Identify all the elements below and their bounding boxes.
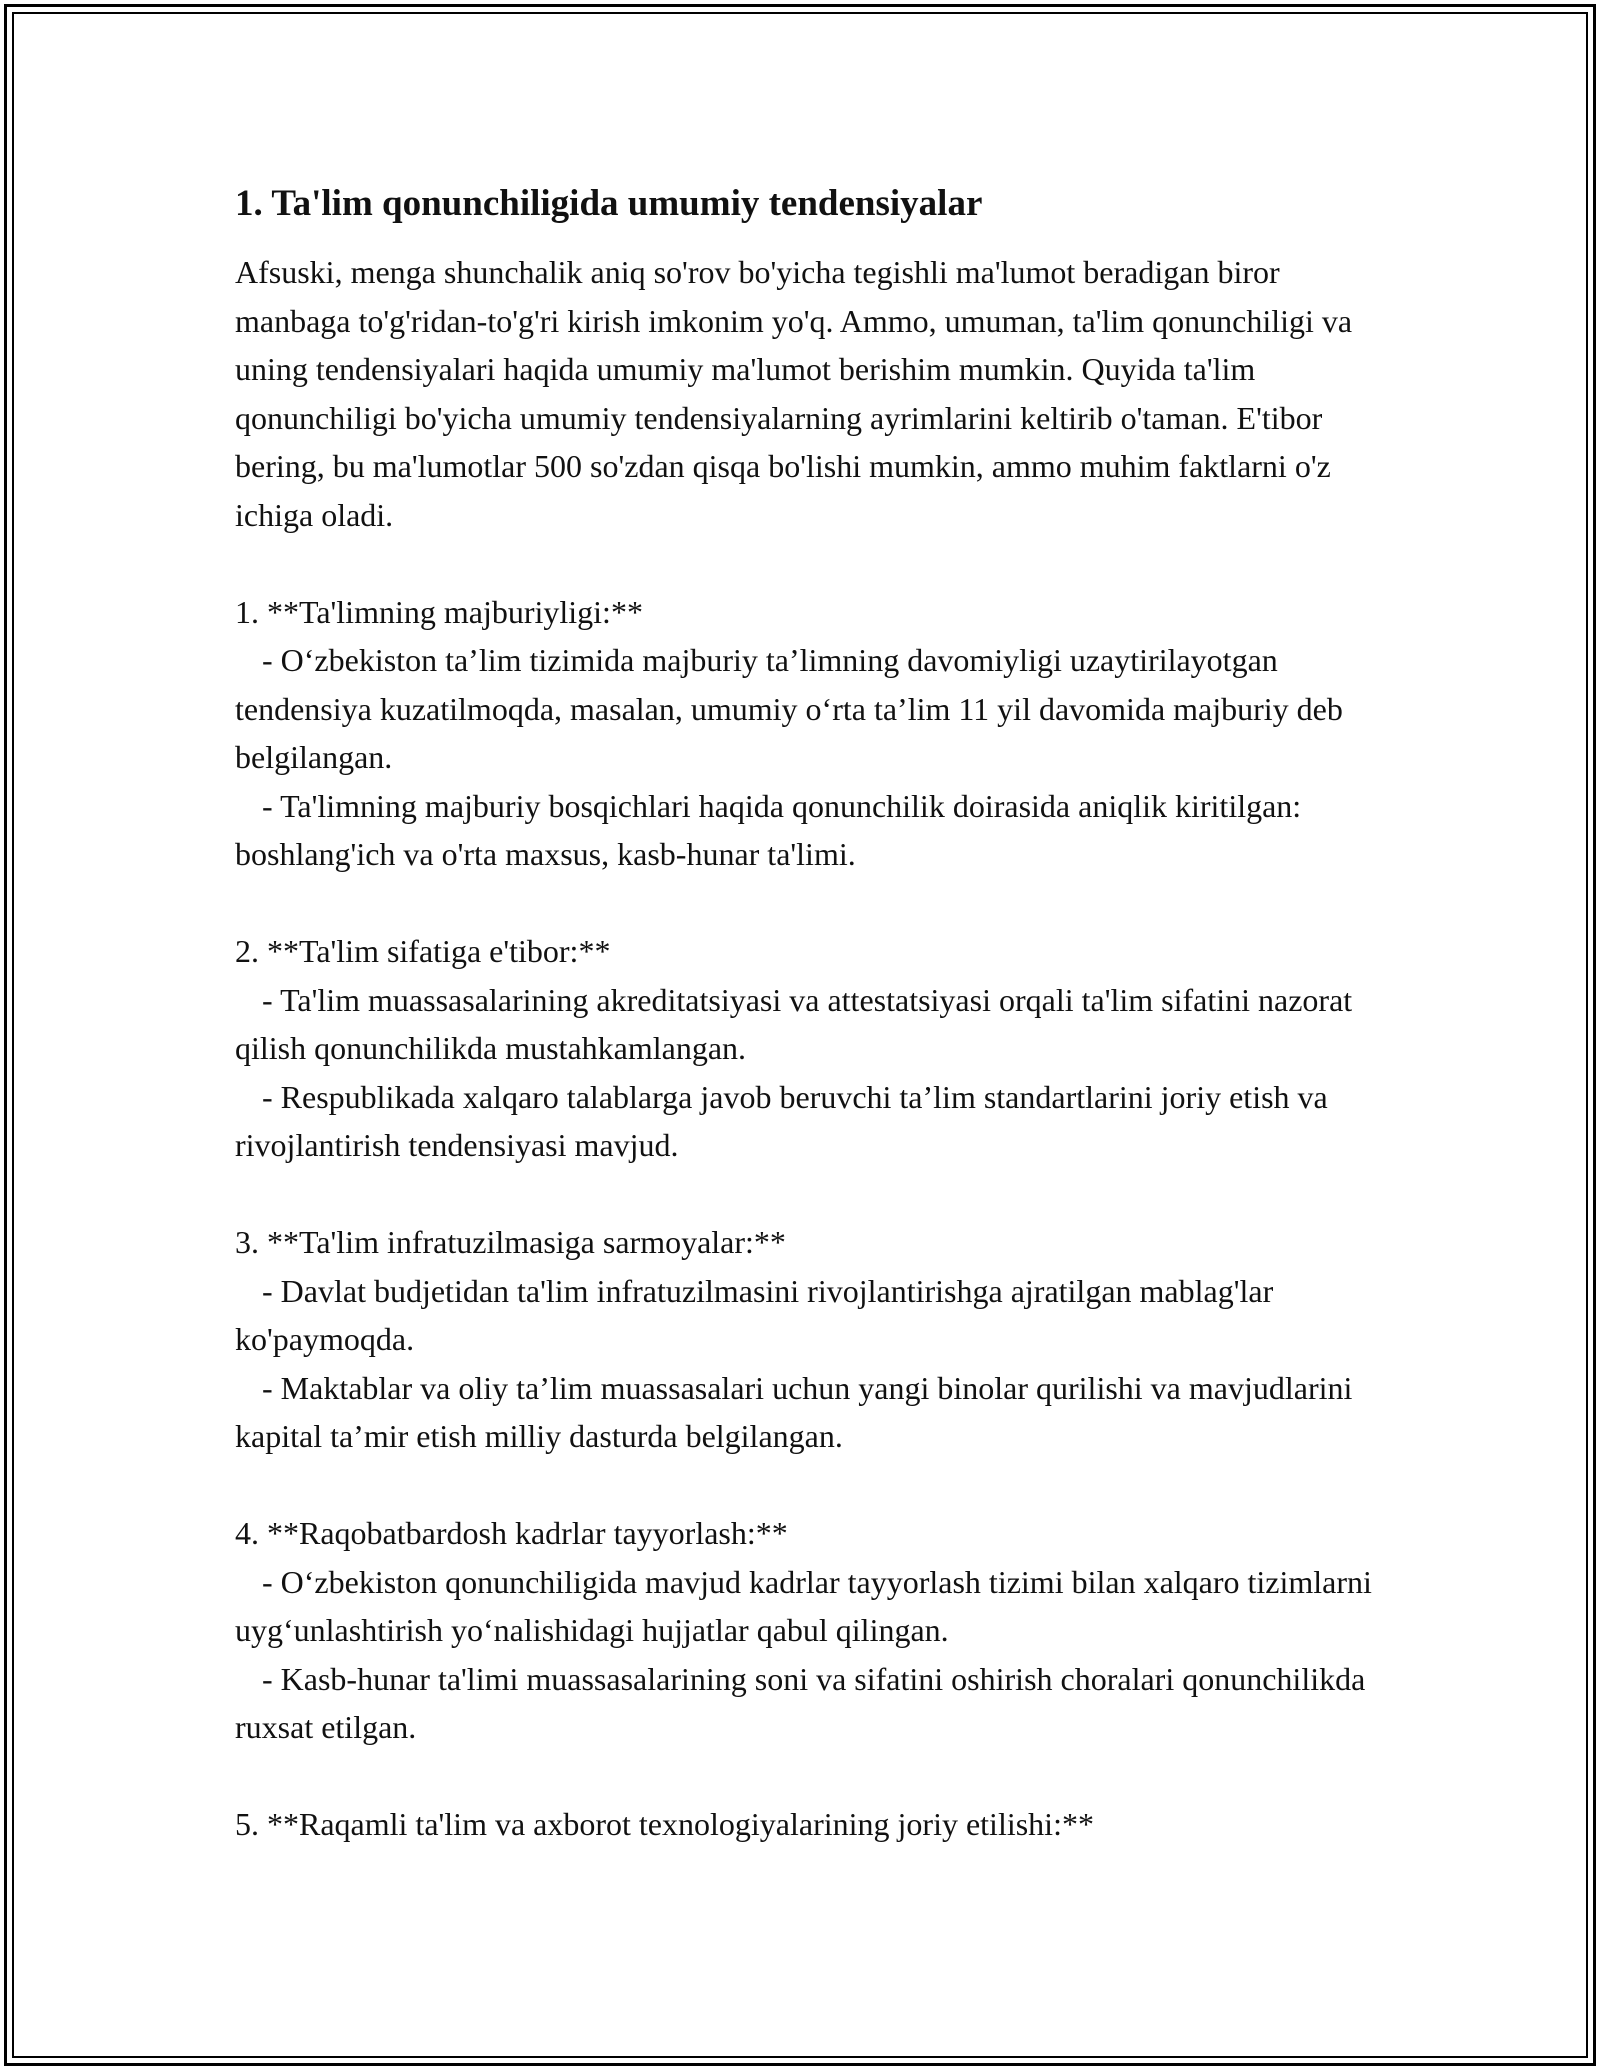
bullet-item (235, 636, 1375, 782)
section-competitive-personnel (235, 1509, 1375, 1752)
section-heading: 4. **Raqobatbardosh kadrlar tayyorlash:** (235, 1515, 788, 1552)
bullet-item (235, 1655, 1375, 1752)
document-title: 1. Ta'lim qonunchiligida umumiy tendensiyalar (235, 183, 983, 224)
bullet-item (235, 1364, 1375, 1461)
bullet-text: - Davlat budjetidan ta'lim infratuzilmasini rivojlantirishga ajratilgan mablag'lar ko'paymoqda. (235, 1272, 1274, 1358)
document-body (235, 182, 1375, 1849)
bullet-item (235, 976, 1375, 1073)
bullet-item (235, 1267, 1375, 1364)
section-heading: 5. **Raqamli ta'lim va axborot texnologiyalarining joriy etilishi:** (235, 1806, 1094, 1843)
bullet-text: - Kasb-hunar ta'limi muassasalarining soni va sifatini oshirish choralari qonunchilikda ruxsat etilgan. (235, 1660, 1366, 1746)
section-digital-education (235, 1800, 1375, 1849)
bullet-text: - O‘zbekiston qonunchiligida mavjud kadrlar tayyorlash tizimi bilan xalqaro tizimlarni uyg‘unlashtirish yo‘nalishidagi hujjatlar qabul qilingan. (235, 1563, 1372, 1649)
section-education-quality (235, 927, 1375, 1170)
bullet-text: - Maktablar va oliy ta’lim muassasalari uchun yangi binolar qurilishi va mavjudlarini kapital ta’mir etish milliy dasturda belgilangan. (235, 1369, 1353, 1455)
bullet-text: - Respublikada xalqaro talablarga javob beruvchi ta’lim standartlarini joriy etish va rivojlantirish tendensiyasi mavjud. (235, 1078, 1328, 1164)
section-compulsory-education (235, 588, 1375, 879)
bullet-item (235, 782, 1375, 879)
intro-paragraph: Afsuski, menga shunchalik aniq so'rov bo'yicha tegishli ma'lumot beradigan biror manbaga to'g'ridan-to'g'ri kirish imkonim yo'q. Ammo, umuman, ta'lim qonunchiligi va uning tendensiyalari haqida umumiy ma'lumot berishim mumkin. Quyida ta'lim qonunchiligi bo'yicha umumiy tendensiyalarning ayrimlarini keltirib o'taman. E'tibor bering, bu ma'lumotlar 500 so'zdan qisqa bo'lishi mumkin, ammo muhim faktlarni o'z ichiga oladi. (235, 254, 1353, 533)
section-heading: 2. **Ta'lim sifatiga e'tibor:** (235, 933, 611, 970)
section-heading: 3. **Ta'lim infratuzilmasiga sarmoyalar:** (235, 1224, 786, 1261)
bullet-item (235, 1073, 1375, 1170)
section-heading: 1. **Ta'limning majburiyligi:** (235, 593, 643, 630)
bullet-text: - Ta'limning majburiy bosqichlari haqida qonunchilik doirasida aniqlik kiritilgan: boshlang'ich va o'rta maxsus, kasb-hunar ta'limi. (235, 787, 1302, 873)
bullet-text: - Ta'lim muassasalarining akreditatsiyasi va attestatsiyasi orqali ta'lim sifatini nazorat qilish qonunchilikda mustahkamlangan. (235, 981, 1353, 1067)
bullet-item (235, 1558, 1375, 1655)
section-infrastructure-investment (235, 1218, 1375, 1461)
bullet-text: - O‘zbekiston ta’lim tizimida majburiy ta’limning davomiyligi uzaytirilayotgan tendensiya kuzatilmoqda, masalan, umumiy o‘rta ta’lim 11 yil davomida majburiy deb belgilangan. (235, 642, 1343, 776)
